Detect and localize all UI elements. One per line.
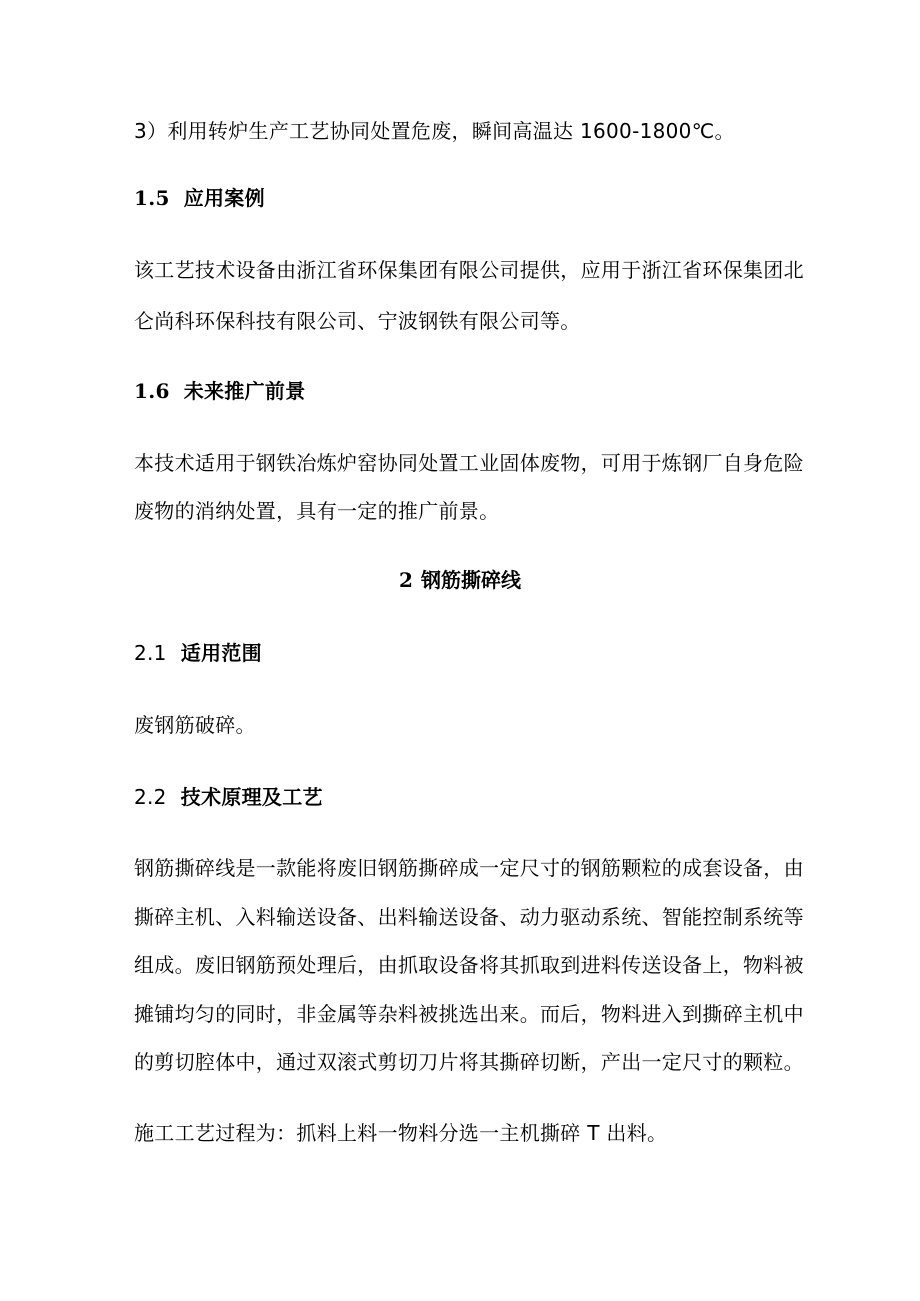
chapter-title (0, 567, 920, 593)
section-title: 适用范围 (180, 641, 262, 665)
section-heading-1-6 (134, 378, 306, 404)
section-number: 1.6 (134, 379, 170, 403)
section-number: 2.2 (134, 785, 167, 809)
section-title: 技术原理及工艺 (180, 785, 323, 809)
section-title: 未来推广前景 (183, 379, 306, 403)
process-line: 施工工艺过程为：抓料上料一物料分选一主机撕碎 T 出料。 (134, 1121, 668, 1145)
paragraph-line: 撕碎主机、入料输送设备、出料输送设备、动力驱动系统、智能控制系统等 (134, 905, 804, 929)
paragraph-line: 废钢筋破碎。 (134, 713, 256, 737)
section-heading-2-1 (134, 640, 262, 666)
paragraph-line: 仑尚科环保科技有限公司、宁波钢铁有限公司等。 (134, 309, 581, 333)
chapter-number: 2 (399, 568, 413, 592)
section-number: 1.5 (134, 186, 170, 210)
section-number: 2.1 (134, 641, 167, 665)
paragraph-line: 废物的消纳处置，具有一定的推广前景。 (134, 499, 500, 523)
paragraph-line: 组成。废旧钢筋预处理后，由抓取设备将其抓取到进料传送设备上，物料被 (134, 953, 804, 977)
section-title: 应用案例 (183, 186, 265, 210)
paragraph-line: 的剪切腔体中，通过双滚式剪切刀片将其撕碎切断，产出一定尺寸的颗粒。 (134, 1050, 804, 1074)
paragraph-line: 摊铺均匀的同时，非金属等杂料被挑选出来。而后，物料进入到撕碎主机中 (134, 1002, 804, 1026)
paragraph-line: 本技术适用于钢铁冶炼炉窑协同处置工业固体废物，可用于炼钢厂自身危险 (134, 451, 804, 475)
section-heading-2-2 (134, 784, 323, 810)
list-item-3: 3）利用转炉生产工艺协同处置危废，瞬间高温达 1600-1800℃。 (134, 119, 735, 143)
section-heading-1-5 (134, 185, 265, 211)
paragraph-line: 钢筋撕碎线是一款能将废旧钢筋撕碎成一定尺寸的钢筋颗粒的成套设备，由 (134, 856, 804, 880)
chapter-title-text: 钢筋撕碎线 (420, 568, 521, 592)
paragraph-line: 该工艺技术设备由浙江省环保集团有限公司提供，应用于浙江省环保集团北 (134, 258, 804, 282)
